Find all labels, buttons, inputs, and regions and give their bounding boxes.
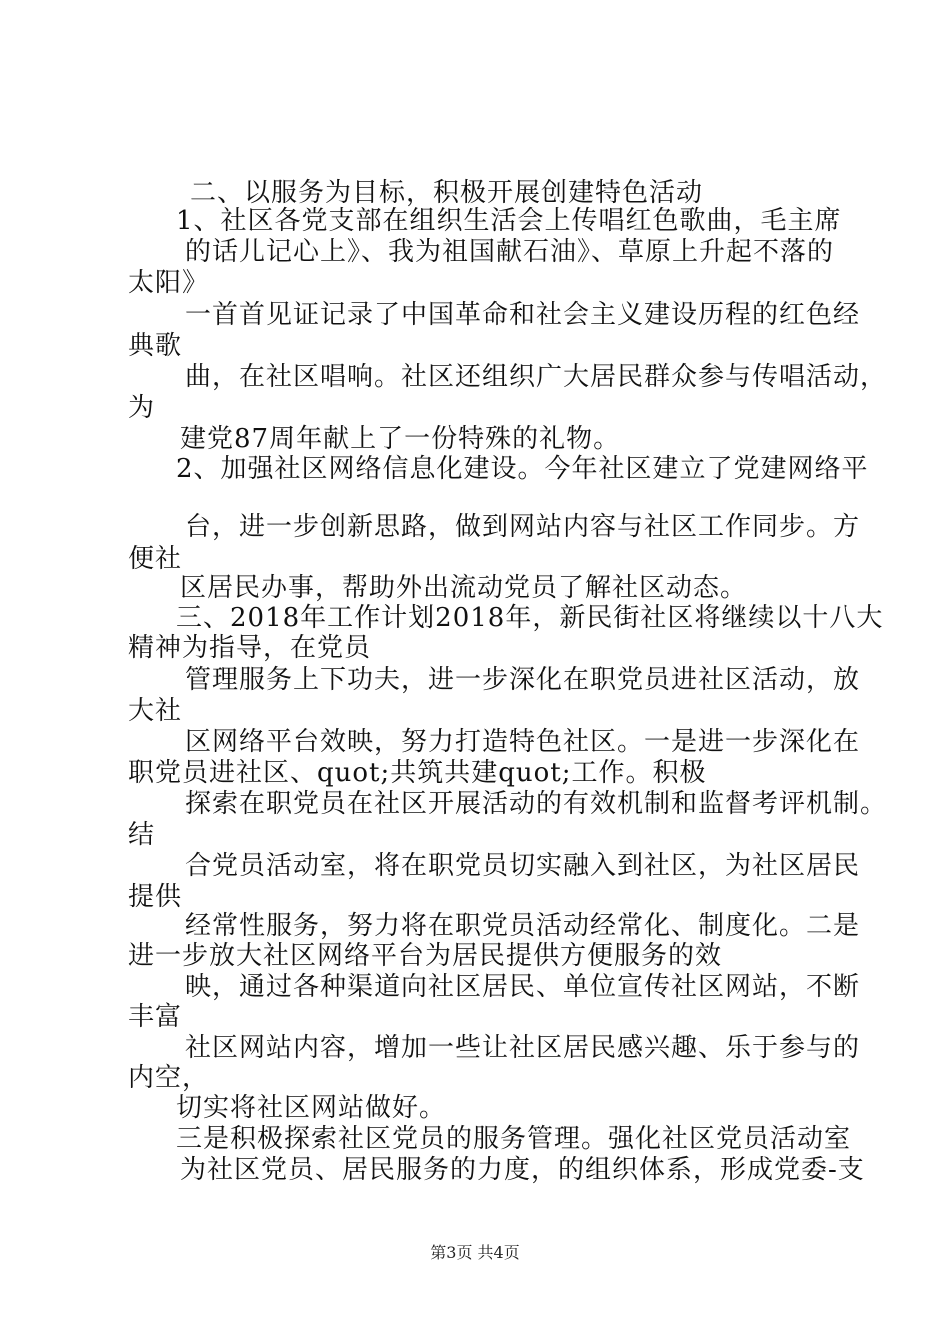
text-line: 便社 bbox=[128, 544, 183, 574]
section-heading: 二、以服务为目标，积极开展创建特色活动 bbox=[190, 178, 704, 208]
text-line: 2、加强社区网络信息化建设。今年社区建立了党建网络平 bbox=[176, 454, 869, 484]
text-line: 区网络平台效映，努力打造特色社区。一是进一步深化在 bbox=[185, 727, 861, 757]
text-line: 提供 bbox=[128, 882, 183, 912]
text-line: 大社 bbox=[128, 696, 183, 726]
text-line: 建党87周年献上了一份特殊的礼物。 bbox=[180, 424, 621, 454]
text-line: 精神为指导，在党员 bbox=[128, 633, 372, 663]
text-line: 一首首见证记录了中国革命和社会主义建设历程的红色经 bbox=[185, 300, 861, 330]
text-line: 合党员活动室，将在职党员切实融入到社区，为社区居民 bbox=[185, 851, 861, 881]
text-line: 的话儿记心上》、我为祖国献石油》、草原上升起不落的 bbox=[185, 237, 835, 267]
text-line: 典歌 bbox=[128, 331, 183, 361]
text-line: 切实将社区网站做好。 bbox=[176, 1093, 447, 1123]
text-line: 区居民办事，帮助外出流动党员了解社区动态。 bbox=[180, 573, 748, 603]
text-line: 进一步放大社区网络平台为居民提供方便服务的效 bbox=[128, 941, 723, 971]
text-line: 职党员进社区、quot;共筑共建quot;工作。积极 bbox=[128, 758, 707, 788]
text-line: 结 bbox=[128, 820, 156, 850]
text-line: 探索在职党员在社区开展活动的有效机制和监督考评机制。 bbox=[185, 789, 888, 819]
text-line: 社区网站内容，增加一些让社区居民感兴趣、乐于参与的 bbox=[185, 1033, 861, 1063]
page-number-footer: 第3页 共4页 bbox=[430, 1243, 520, 1262]
text-line: 台，进一步创新思路，做到网站内容与社区工作同步。方 bbox=[185, 512, 861, 542]
text-line: 三是积极探索社区党员的服务管理。强化社区党员活动室 bbox=[176, 1124, 852, 1154]
text-line: 映，通过各种渠道向社区居民、单位宣传社区网站，不断 bbox=[185, 972, 861, 1002]
text-line: 管理服务上下功夫，进一步深化在职党员进社区活动，放 bbox=[185, 665, 861, 695]
text-line: 太阳》 bbox=[128, 268, 210, 298]
text-line: 为社区党员、居民服务的力度，的组织体系，形成党委-支 bbox=[180, 1155, 865, 1185]
text-line: 内空， bbox=[128, 1063, 210, 1093]
text-line: 经常性服务，努力将在职党员活动经常化、制度化。二是 bbox=[185, 911, 861, 941]
text-line: 丰富 bbox=[128, 1002, 183, 1032]
text-line: 为 bbox=[128, 393, 156, 423]
text-line: 曲，在社区唱响。社区还组织广大居民群众参与传唱活动， bbox=[185, 362, 888, 392]
section-heading: 三、2018年工作计划2018年，新民街社区将继续以十八大 bbox=[176, 603, 884, 633]
text-line: 1、社区各党支部在组织生活会上传唱红色歌曲，毛主席 bbox=[176, 206, 842, 236]
